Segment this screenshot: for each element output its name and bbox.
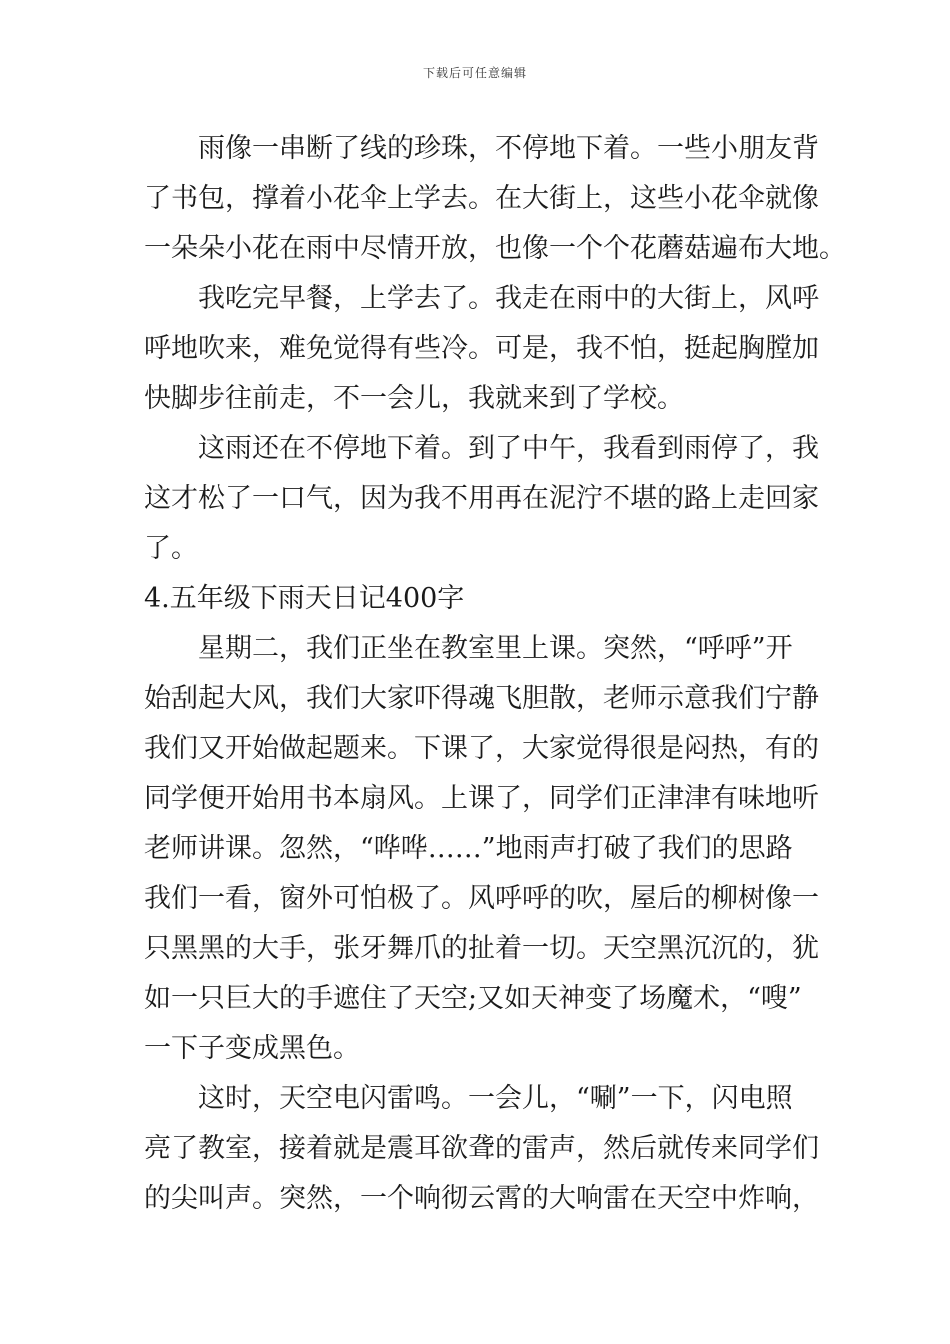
text-line: 雨像一串断了线的珍珠，不停地下着。一些小朋友背 [198, 133, 819, 164]
text-line: 一朵朵小花在雨中尽情开放，也像一个个花蘑菇遍布大地。 [144, 233, 846, 264]
text-line: 星期二，我们正坐在教室里上课。突然，“呼呼”开 [198, 633, 793, 664]
text-line: 了。 [144, 533, 198, 564]
text-line: 的尖叫声。突然，一个响彻云霄的大响雷在天空中炸响， [144, 1183, 819, 1214]
text-line: 了书包，撑着小花伞上学去。在大街上，这些小花伞就像 [144, 183, 819, 214]
text-line: 这雨还在不停地下着。到了中午，我看到雨停了，我 [198, 433, 819, 464]
text-line: 亮了教室，接着就是震耳欲聋的雷声，然后就传来同学们 [144, 1133, 819, 1164]
text-line: 始刮起大风，我们大家吓得魂飞胆散，老师示意我们宁静 [144, 683, 819, 714]
page-header: 下载后可任意编辑 [422, 66, 527, 80]
text-line: 呼地吹来，难免觉得有些冷。可是，我不怕，挺起胸膛加 [144, 333, 819, 364]
text-line: 只黑黑的大手，张牙舞爪的扯着一切。天空黑沉沉的，犹 [144, 933, 819, 964]
text-line: 我吃完早餐，上学去了。我走在雨中的大街上，风呼 [198, 283, 819, 314]
text-line: 这时，天空电闪雷鸣。一会儿，“唰”一下，闪电照 [198, 1083, 793, 1114]
text-line: 这才松了一口气，因为我不用再在泥泞不堪的路上走回家 [144, 483, 819, 514]
text-line: 我们一看，窗外可怕极了。风呼呼的吹，屋后的柳树像一 [144, 883, 819, 914]
text-line: 快脚步往前走，不一会儿，我就来到了学校。 [144, 383, 684, 414]
text-line: 一下子变成黑色。 [144, 1033, 360, 1064]
document-body [144, 124, 846, 1224]
text-line: 老师讲课。忽然，“哗哗……”地雨声打破了我们的思路 [144, 833, 793, 864]
text-line: 同学便开始用书本扇风。上课了，同学们正津津有味地听 [144, 783, 819, 814]
section-heading: 4.五年级下雨天日记400字 [144, 583, 465, 614]
text-line: 如一只巨大的手遮住了天空;又如天神变了场魔术，“嗖” [144, 983, 802, 1014]
text-line: 我们又开始做起题来。下课了，大家觉得很是闷热，有的 [144, 733, 819, 764]
